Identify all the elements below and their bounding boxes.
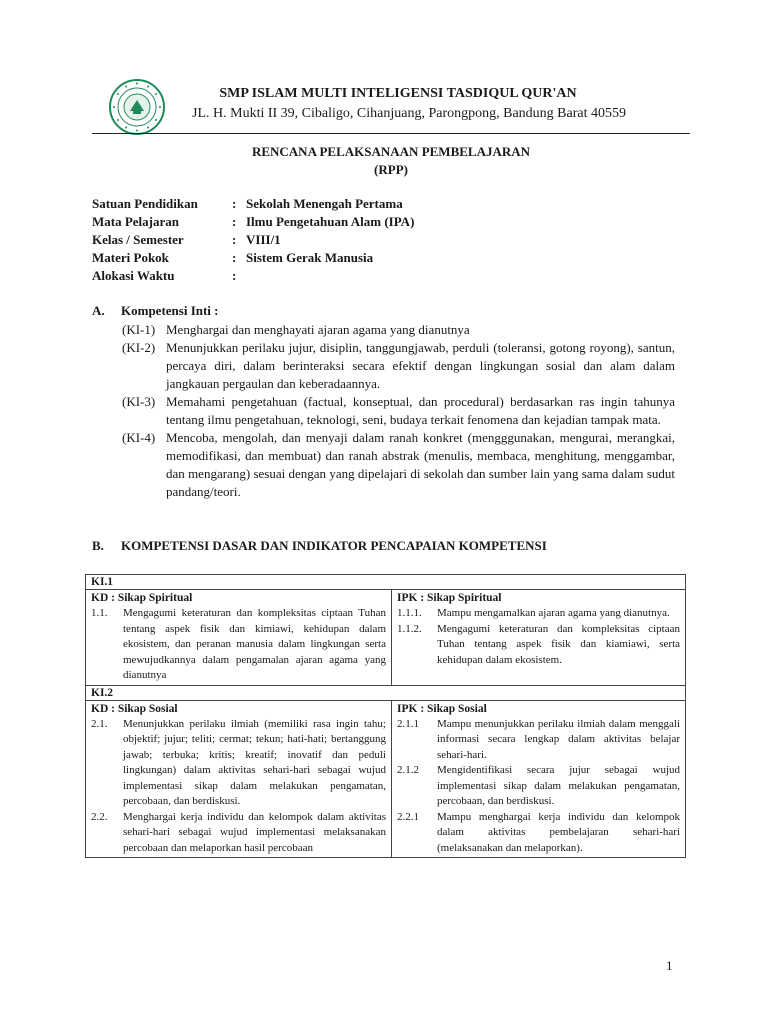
- ipk-text: Mampu mengamalkan ajaran agama yang dianutnya.: [437, 607, 670, 619]
- ipk-number: 1.1.2.: [397, 622, 422, 635]
- kd-text: Menunjukkan perilaku ilmiah (memiliki rasa ingin tahu; objektif; jujur; teliti; cermat; tekun; hati-hati; bertanggung jawab; terbuka; kritis; kreatif; inovatif dan peduli lingkungan) dalam aktivitas sehari-hari sebagai wujud implementasi sikap dalam melakukan pengamatan, percobaan, dan berdiskusi.: [123, 717, 386, 807]
- ki-code: (KI-1): [122, 322, 156, 337]
- document-title: [92, 143, 690, 179]
- identity-separator: :: [232, 232, 237, 247]
- page-number: 1: [666, 958, 673, 973]
- list-item: [91, 810, 386, 857]
- ipk-cell: [392, 700, 686, 858]
- kd-number: 2.2.: [91, 810, 108, 823]
- kd-ipk-table: [85, 574, 686, 858]
- identity-separator: :: [232, 196, 237, 211]
- section-a-title: Kompetensi Inti :: [121, 303, 219, 318]
- list-item: [122, 393, 675, 429]
- list-item: [397, 717, 680, 764]
- table-row: [86, 590, 686, 686]
- table-row: [86, 575, 686, 590]
- identity-label: Alokasi Waktu: [92, 268, 175, 283]
- kd-number: 1.1.: [91, 607, 108, 619]
- ki-code: (KI-2): [122, 340, 156, 355]
- identity-value: VIII/1: [246, 232, 281, 247]
- identity-label: Kelas / Semester: [92, 232, 184, 247]
- ki-text: Menunjukkan perilaku jujur, disiplin, tanggungjawab, perduli (toleransi, gotong royong), santun, percaya diri, dalam berinteraksi secara efektif dengan lingkungan sosial dan alam dalam jangkauan pergaulan dan keberadaannya.: [166, 340, 675, 391]
- ipk-text: Mengidentifikasi secara jujur sebagai wujud implementasi sikap dalam melakukan pengamatan, percobaan, dan berdiskusi.: [437, 764, 681, 807]
- list-item: [397, 763, 680, 810]
- identity-table: [92, 195, 414, 285]
- identity-value: Sistem Gerak Manusia: [246, 250, 374, 265]
- kd-heading: KD : Sikap Sosial: [91, 702, 178, 715]
- kd-text: Mengagumi keteraturan dan kompleksitas ciptaan Tuhan tentang aspek fisik dan kimiawi, kehidupan dalam ekosistem, dan peranan manusia dalam lingkungan serta mewujudkannya dalam pengamalan ajaran agama yang dianutnya: [123, 607, 386, 681]
- kd-cell: [86, 700, 392, 858]
- list-item: [91, 717, 386, 810]
- identity-label: Satuan Pendidikan: [92, 196, 198, 211]
- ipk-number: 2.2.1: [397, 810, 419, 823]
- document-title-line2: (RPP): [374, 162, 408, 177]
- header-divider: [92, 133, 690, 134]
- identity-separator: :: [232, 214, 237, 229]
- list-item: [122, 429, 675, 501]
- identity-value: Ilmu Pengetahuan Alam (IPA): [246, 214, 415, 229]
- kd-text: Menghargai kerja individu dan kelompok dalam aktivitas sehari-hari sebagai wujud implementasi melaksanakan percobaan dan melaporkan hasil percobaan: [123, 810, 386, 854]
- kd-cell: [86, 590, 392, 686]
- identity-separator: :: [232, 268, 237, 283]
- ipk-cell: [392, 590, 686, 686]
- table-row: [86, 700, 686, 858]
- section-b-letter: B.: [92, 538, 104, 553]
- list-item: [397, 622, 680, 669]
- list-item: [397, 810, 680, 857]
- identity-row: [92, 249, 414, 267]
- ki-group-label: KI.1: [86, 575, 686, 590]
- kd-heading: KD : Sikap Spiritual: [91, 592, 193, 604]
- identity-row: [92, 231, 414, 249]
- kd-number: 2.1.: [91, 717, 108, 730]
- section-a-letter: A.: [92, 303, 105, 318]
- table-row: [86, 685, 686, 700]
- ki-text: Mencoba, mengolah, dan menyaji dalam ranah konkret (mengggunakan, mengurai, merangkai, memodifikasi, dan membuat) dan ranah abstrak (menulis, membaca, menghitung, menggambar, dan mengarang) sesuai dengan yang dipelajari di sekolah dan sumber lain yang sama dalam sudut pandang/teori.: [166, 430, 675, 499]
- ipk-number: 2.1.2: [397, 764, 419, 776]
- identity-row: [92, 195, 414, 213]
- identity-label: Mata Pelajaran: [92, 214, 180, 229]
- list-item: [397, 606, 680, 622]
- ipk-number: 2.1.1: [397, 717, 419, 730]
- identity-value: [246, 267, 414, 285]
- identity-row: [92, 213, 414, 231]
- section-b-title: KOMPETENSI DASAR DAN INDIKATOR PENCAPAIAN KOMPETENSI: [121, 538, 547, 553]
- section-b-heading: [92, 538, 547, 554]
- kompetensi-inti-list: [122, 321, 675, 501]
- document-title-line1: RENCANA PELAKSANAAN PEMBELAJARAN: [251, 144, 531, 159]
- identity-separator: :: [232, 250, 237, 265]
- section-a-heading: [92, 303, 219, 319]
- ki-group-label: KI.2: [86, 685, 686, 700]
- list-item: [122, 339, 675, 393]
- ipk-text: Mengagumi keteraturan dan kompleksitas ciptaan Tuhan tentang aspek fisik dan kiamiawi, serta kehidupan dalam ekosistem.: [437, 622, 681, 666]
- identity-row: [92, 267, 414, 285]
- ipk-text: Mampu menunjukkan perilaku ilmiah dalam menggali informasi secara lengkap dalam aktivitas belajar sehari-hari.: [437, 717, 681, 761]
- ki-text: Memahami pengetahuan (factual, konseptual, dan procedural) berdasarkan ras ingin tahunya tentang ilmu pengetahuan, teknologi, seni, budaya terkait fenomena dan kejadian tampak mata.: [166, 394, 675, 427]
- list-item: [91, 606, 386, 684]
- identity-value: Sekolah Menengah Pertama: [246, 196, 403, 211]
- school-address: JL. H. Mukti II 39, Cibaligo, Cihanjuang, Parongpong, Bandung Barat 40559: [192, 106, 626, 121]
- ipk-number: 1.1.1.: [397, 607, 422, 619]
- ki-code: (KI-3): [122, 394, 156, 409]
- ipk-heading: IPK : Sikap Spiritual: [397, 592, 502, 604]
- ipk-heading: IPK : Sikap Sosial: [397, 702, 487, 715]
- list-item: [122, 321, 675, 339]
- school-name: SMP ISLAM MULTI INTELIGENSI TASDIQUL QUR'AN: [219, 86, 577, 101]
- ki-text: Menghargai dan menghayati ajaran agama yang dianutnya: [166, 322, 470, 337]
- identity-label: Materi Pokok: [92, 250, 169, 265]
- ki-code: (KI-4): [122, 430, 156, 445]
- ipk-text: Mampu menghargai kerja individu dan kelompok dalam aktivitas pembelajaran sehari-hari (melaksanakan dan melaporkan).: [437, 810, 681, 854]
